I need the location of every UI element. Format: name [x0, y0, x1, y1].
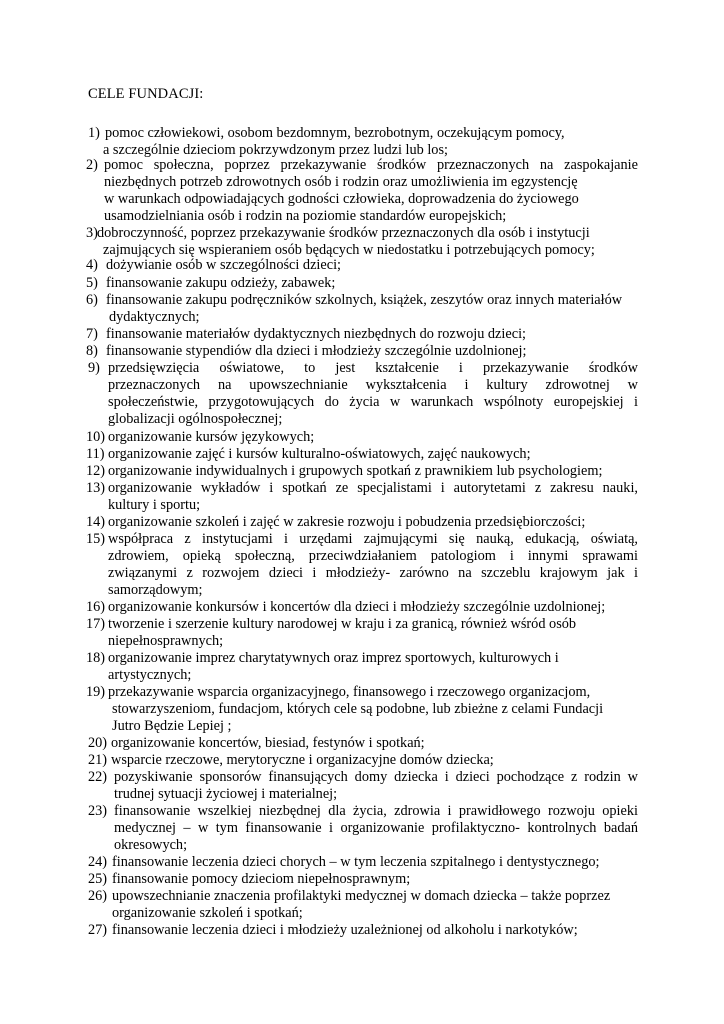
item-text-line: finansowanie stypendiów dla dzieci i młodzieży szczególnie uzdolnionej;: [106, 343, 527, 359]
item-text-line: medycznej – w tym finansowanie i organizowanie profilaktyczno- kontrolnych badań: [114, 820, 638, 836]
item-number: 6): [86, 292, 98, 308]
item-number: 23): [88, 803, 108, 819]
item-text-line: organizowanie imprez charytatywnych oraz imprez sportowych, kulturowych i: [108, 650, 559, 666]
item-text-line: samorządowym;: [108, 582, 203, 598]
item-text-line: przekazywanie wsparcia organizacyjnego, finansowego i rzeczowego organizacjom,: [108, 684, 591, 700]
item-number: 22): [88, 769, 108, 785]
item-number: 7): [86, 326, 98, 342]
item-number: 1): [88, 125, 100, 141]
item-text-line: Jutro Będzie Lepiej ;: [112, 718, 232, 734]
item-number: 14): [86, 514, 106, 530]
item-text-line: organizowanie wykładów i spotkań ze specjalistami i autorytetami z zakresu nauki,: [108, 480, 638, 496]
item-text-line: dobroczynność, poprzez przekazywanie środków przeznaczonych dla osób i instytucji: [97, 225, 590, 241]
item-text-line: usamodzielniania osób i rodzin na poziomie standardów europejskich;: [104, 208, 507, 224]
item-text-line: niezbędnych potrzeb zdrowotnych osób i rodzin oraz umożliwienia im egzystencję: [104, 174, 578, 190]
item-number: 21): [88, 752, 108, 768]
item-text-line: organizowanie konkursów i koncertów dla dzieci i młodzieży szczególnie uzdolnionej;: [108, 599, 606, 615]
item-text-line: upowszechnianie znaczenia profilaktyki medycznej w domach dziecka – także poprzez: [112, 888, 611, 904]
item-number: 4): [86, 257, 98, 273]
item-text-line: związanymi z rozwojem dzieci i młodzieży- zarówno na szczeblu krajowym jak i: [108, 565, 638, 581]
item-number: 15): [86, 531, 106, 547]
item-number: 12): [86, 463, 106, 479]
page-title: CELE FUNDACJI:: [88, 86, 204, 102]
item-number: 8): [86, 343, 98, 359]
item-text-line: trudnej sytuacji życiowej i materialnej;: [114, 786, 338, 802]
item-text-line: tworzenie i szerzenie kultury narodowej w kraju i za granicą, również wśród osób: [108, 616, 577, 632]
item-text-line: finansowanie zakupu podręczników szkolnych, książek, zeszytów oraz innych materiałów: [106, 292, 623, 308]
item-text-line: finansowanie wszelkiej niezbędnej dla życia, zdrowia i prawidłowego rozwoju opieki: [114, 803, 638, 819]
item-text-line: pozyskiwanie sponsorów finansujących domy dziecka i dzieci pochodzące z rodzin w: [114, 769, 638, 785]
item-number: 25): [88, 871, 108, 887]
item-text-line: globalizacji ogólnospołecznej;: [108, 411, 283, 427]
item-number: 20): [88, 735, 108, 751]
item-text-line: pomoc człowiekowi, osobom bezdomnym, bezrobotnym, oczekującym pomocy,: [105, 125, 565, 141]
item-text-line: w warunkach odpowiadających godności człowieka, doprowadzenia do życiowego: [104, 191, 579, 207]
item-number: 9): [88, 360, 100, 376]
item-number: 2): [86, 157, 98, 173]
item-number: 5): [86, 275, 98, 291]
item-number: 16): [86, 599, 106, 615]
item-text-line: wsparcie rzeczowe, merytoryczne i organizacyjne domów dziecka;: [111, 752, 494, 768]
item-number: 27): [88, 922, 108, 938]
item-number: 17): [86, 616, 106, 632]
item-number: 24): [88, 854, 108, 870]
item-text-line: organizowanie zajęć i kursów kulturalno-oświatowych, zajęć naukowych;: [108, 446, 531, 462]
item-text-line: współpraca z instytucjami i urzędami zajmującymi się nauką, edukacją, oświatą,: [108, 531, 638, 547]
item-text-line: przeznaczonych na upowszechnianie wykształcenia i kultury zdrowotnej w: [108, 377, 638, 393]
item-number: 11): [86, 446, 105, 462]
item-text-line: artystycznych;: [108, 667, 192, 683]
item-text-line: okresowych;: [114, 837, 188, 853]
item-number: 13): [86, 480, 106, 496]
item-text-line: dydaktycznych;: [109, 309, 200, 325]
item-number: 3): [86, 225, 98, 241]
item-text-line: finansowanie leczenia dzieci i młodzieży uzależnionej od alkoholu i narkotyków;: [112, 922, 578, 938]
item-text-line: finansowanie pomocy dzieciom niepełnosprawnym;: [112, 871, 411, 887]
item-text-line: pomoc społeczna, poprzez przekazywanie środków przeznaczonych na zaspokajanie: [104, 157, 638, 173]
item-text-line: społeczeństwie, przygotowujących do życia w warunkach wspólnoty europejskiej i: [108, 394, 638, 410]
item-text-line: finansowanie leczenia dzieci chorych – w tym leczenia szpitalnego i dentystycznego;: [112, 854, 600, 870]
item-text-line: przedsięwzięcia oświatowe, to jest kształcenie i przekazywanie środków: [108, 360, 638, 376]
item-text-line: kultury i sportu;: [108, 497, 201, 513]
item-text-line: finansowanie zakupu odzieży, zabawek;: [106, 275, 336, 291]
item-number: 10): [86, 429, 106, 445]
item-text-line: organizowanie kursów językowych;: [108, 429, 315, 445]
item-text-line: a szczególnie dzieciom pokrzywdzonym przez ludzi lub los;: [103, 142, 448, 158]
item-text-line: zajmujących się wspieraniem osób będących w niedostatku i potrzebujących pomocy;: [103, 242, 595, 258]
item-text-line: finansowanie materiałów dydaktycznych niezbędnych do rozwoju dzieci;: [106, 326, 527, 342]
item-text-line: organizowanie szkoleń i zajęć w zakresie rozwoju i pobudzenia przedsiębiorczości;: [108, 514, 586, 530]
item-number: 18): [86, 650, 106, 666]
item-text-line: stowarzyszeniom, fundacjom, których cele są podobne, lub zbieżne z celami Fundacji: [112, 701, 604, 717]
item-number: 19): [86, 684, 106, 700]
item-number: 26): [88, 888, 108, 904]
item-text-line: organizowanie indywidualnych i grupowych spotkań z prawnikiem lub psychologiem;: [108, 463, 603, 479]
item-text-line: organizowanie szkoleń i spotkań;: [112, 905, 303, 921]
item-text-line: dożywianie osób w szczególności dzieci;: [106, 257, 342, 273]
item-text-line: organizowanie koncertów, biesiad, festynów i spotkań;: [111, 735, 425, 751]
item-text-line: niepełnosprawnych;: [108, 633, 224, 649]
item-text-line: zdrowiem, opieką społeczną, przeciwdziałaniem patologiom i innymi sprawami: [108, 548, 638, 564]
